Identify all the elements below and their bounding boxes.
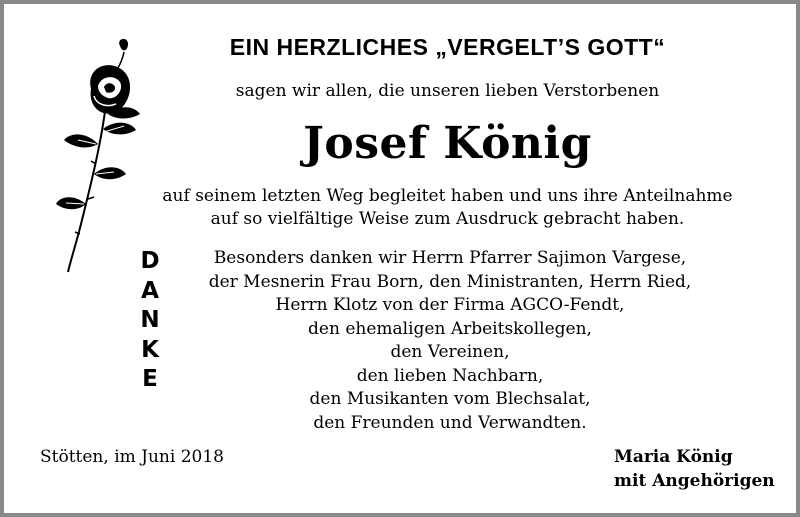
thanks-line: den Musikanten vom Blechsalat,: [309, 389, 591, 409]
place-date: Stötten, im Juni 2018: [40, 447, 224, 467]
thanks-line: Herrn Klotz von der Firma AGCO-Fendt,: [275, 295, 625, 315]
deceased-name: Josef König: [303, 118, 592, 169]
thanks-line: den Freunden und Verwandten.: [313, 412, 587, 433]
body-paragraph: [4, 185, 796, 231]
danke-letter: E: [142, 366, 158, 392]
signature-line: mit Angehörigen: [614, 471, 775, 491]
danke-letter: D: [140, 248, 160, 274]
thanks-line: den Vereinen,: [390, 342, 510, 362]
signature-line: Maria König: [614, 447, 733, 467]
danke-letter: A: [141, 277, 159, 304]
danke-letter: N: [140, 307, 160, 333]
body-line: auf so vielfältige Weise zum Ausdruck gebracht haben.: [210, 209, 685, 229]
body-line: auf seinem letzten Weg begleitet haben und uns ihre Anteilnahme: [162, 186, 733, 206]
thanks-list: [164, 247, 736, 435]
thanks-line: den ehemaligen Arbeitskollegen,: [308, 318, 592, 339]
headline: EIN HERZLICHES „VERGELT’S GOTT“: [229, 34, 666, 60]
danke-letter: K: [141, 336, 159, 363]
intro-text: sagen wir allen, die unseren lieben Verstorbenen: [235, 81, 660, 101]
thanks-line: den lieben Nachbarn,: [356, 365, 544, 386]
thanks-line: Besonders danken wir Herrn Pfarrer Sajimon Vargese,: [213, 248, 687, 268]
thanks-line: der Mesnerin Frau Born, den Ministranten, Herrn Ried,: [208, 271, 692, 292]
signature: [614, 445, 775, 493]
